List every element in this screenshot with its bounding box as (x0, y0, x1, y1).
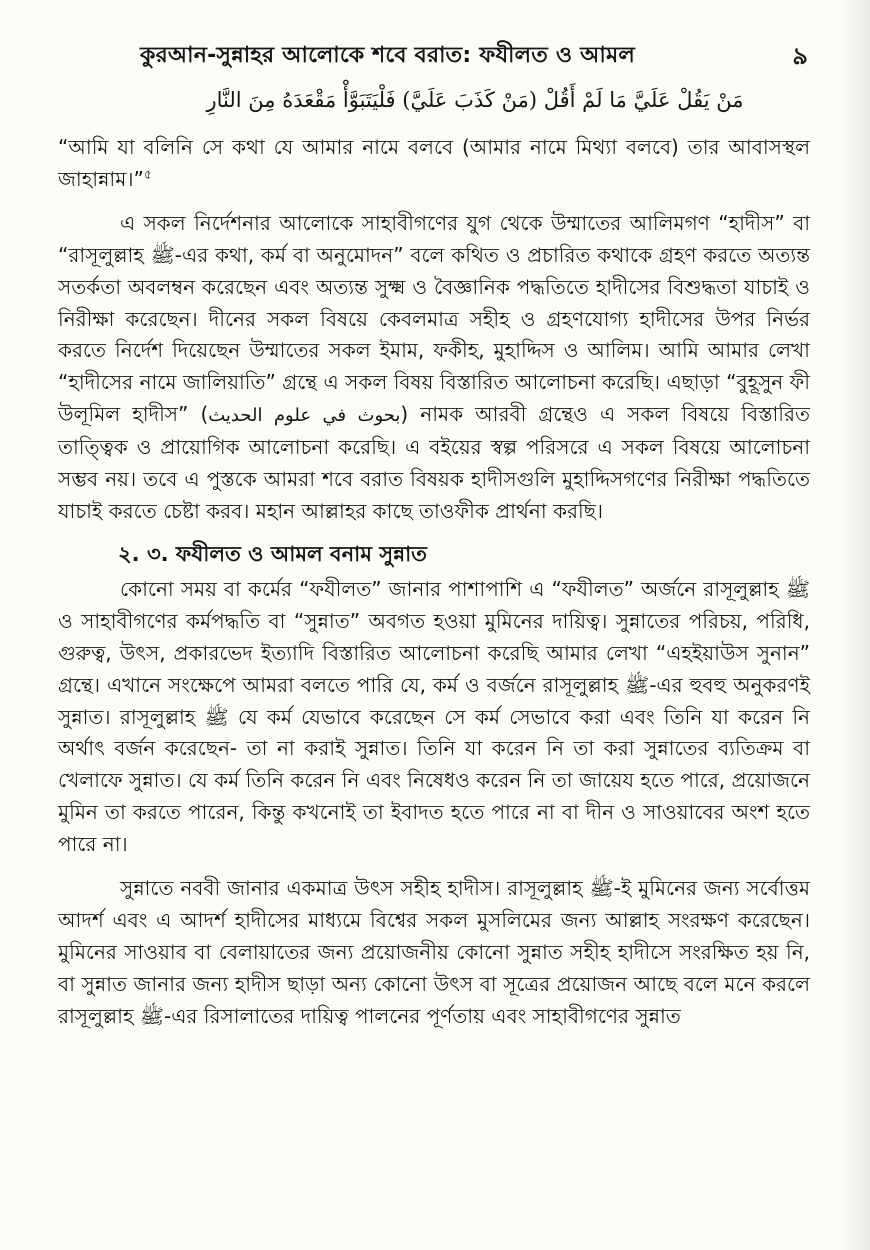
footnote-marker: ৫ (143, 167, 152, 182)
running-header (0, 38, 870, 78)
header-title: কুরআন-সুন্নাহর আলোকে শবে বরাত: ফযীলত ও আমল (140, 43, 635, 68)
arabic-hadith-text: مَنْ يَقُلْ عَلَيَّ مَا لَمْ أَقُلْ (مَنْ كَذَبَ عَلَيَّ) فَلْيَتَبَوَّأْ مَقْعَدَهُ مِنَ النَّارِ (206, 88, 744, 112)
sahih-hadith-paragraph: সুন্নাতে নববী জানার একমাত্র উৎস সহীহ হাদীস। রাসূলুল্লাহ ﷺ-ই মুমিনের জন্য সর্বোত্তম আদর্শ এবং এ আদর্শ হাদীসের মাধ্যমে বিশ্বের সকল মুসলিমের জন্য আল্লাহ সংরক্ষণ করেছেন। মুমিনের সাওয়াব বা বেলায়াতের জন্য প্রয়োজনীয় কোনো সুন্নাত সহীহ হাদীসে সংরক্ষিত হয় নি, বা সুন্নাত জানার জন্য হাদীস ছাড়া অন্য কোনো উৎস বা সূত্রের প্রয়োজন আছে বলে মনে করলে রাসূলুল্লাহ ﷺ-এর রিসালাতের দায়িত্ব পালনের পূর্ণতায় এবং সাহাবীগণের সুন্নাত (58, 876, 810, 1028)
verification-paragraph (58, 208, 810, 528)
verification-text-end: ) নামক আরবী গ্রন্থেও এ সকল বিষয়ে বিস্তারিত তাত্ত্বিক ও প্রায়োগিক আলোচনা করেছি। এ বইয়ের স্বল্প পরিসরে এ সকল বিষয়ে আলোচনা সম্ভব নয়। তবে এ পুস্তকে আমরা শবে বরাত বিষয়ক হাদীসগুলি মুহাদ্দিসগণের নিরীক্ষা পদ্ধতিতে যাচাই করতে চেষ্টা করব। মহান আল্লাহর কাছে তাওফীক প্রার্থনা করছি। (58, 402, 810, 523)
fazilat-sunnah-paragraph: কোনো সময় বা কর্মের “ফযীলত” জানার পাশাপাশি এ “ফযীলত” অর্জনে রাসূলুল্লাহ ﷺ ও সাহাবীগণের কর্মপদ্ধতি বা “সুন্নাত” অবগত হওয়া মুমিনের দায়িত্ব। সুন্নাতের পরিচয়, পরিধি, গুরুত্ব, উৎস, প্রকারভেদ ইত্যাদি বিস্তারিত আলোচনা করেছি আমার লেখা “এহইয়াউস সুনান” গ্রন্থে। এখানে সংক্ষেপে আমরা বলতে পারি যে, কর্ম ও বর্জনে রাসূলুল্লাহ ﷺ-এর হুবহু অনুকরণই সুন্নাত। রাসূলুল্লাহ ﷺ যে কর্ম যেভাবে করেছেন সে কর্ম সেভাবে করা এবং তিনি যা করেন নি অর্থাৎ বর্জন করেছেন- তা না করাই সুন্নাত। তিনি যা করেন নি তা করা সুন্নাতের ব্যতিক্রম বা খেলাফে সুন্নাত। যে কর্ম তিনি করেন নি এবং নিষেধও করেন নি তা জায়েয হতে পারে, প্রয়োজনে মুমিন তা করতে পারেন, কিন্তু কখনোই তা ইবাদত হতে পারে না বা দীন ও সাওয়াবের অংশ হতে পারে না। (58, 576, 810, 857)
verification-text-start: এ সকল নির্দেশনার আলোকে সাহাবীগণের যুগ থেকে উম্মাতের আলিমগণ “হাদীস” বা “রাসূলুল্লাহ ﷺ-এর কথা, কর্ম বা অনুমোদন” বলে কথিত ও প্রচারিত কথাকে গ্রহণ করতে অত্যন্ত সতর্কতা অবলম্বন করেছেন এবং অত্যন্ত সুক্ষ্ম ও বৈজ্ঞানিক পদ্ধতিতে হাদীসের বিশুদ্ধতা যাচাই ও নিরীক্ষা করেছেন। দীনের সকল বিষয়ে কেবলমাত্র সহীহ ও গ্রহণযোগ্য হাদীসের উপর নির্ভর করতে নির্দেশ দিয়েছেন উম্মাতের সকল ইমাম, ফকীহ, মুহাদ্দিস ও আলিম। আমি আমার লেখা “হাদীসের নামে জালিয়াতি” গ্রন্থে এ সকল বিষয় বিস্তারিত আলোচনা করেছি। এছাড়া “বুহূসুন ফী উলূমিল হাদীস” ( (58, 210, 810, 427)
section-heading: ২. ৩. ফযীলত ও আমল বনাম সুন্নাত (118, 541, 427, 566)
hadith-translation-paragraph (58, 132, 810, 196)
page-number: ৯ (792, 42, 808, 70)
hadith-translation: “আমি যা বলিনি সে কথা যে আমার নামে বলবে (আমার নামে মিথ্যা বলবে) তার আবাসস্থল জাহান্নাম।” (58, 135, 810, 191)
body-text (58, 132, 810, 1033)
arabic-book-title: بحوث في علوم الحديث (208, 405, 401, 427)
page-edge-shadow (844, 0, 870, 1250)
